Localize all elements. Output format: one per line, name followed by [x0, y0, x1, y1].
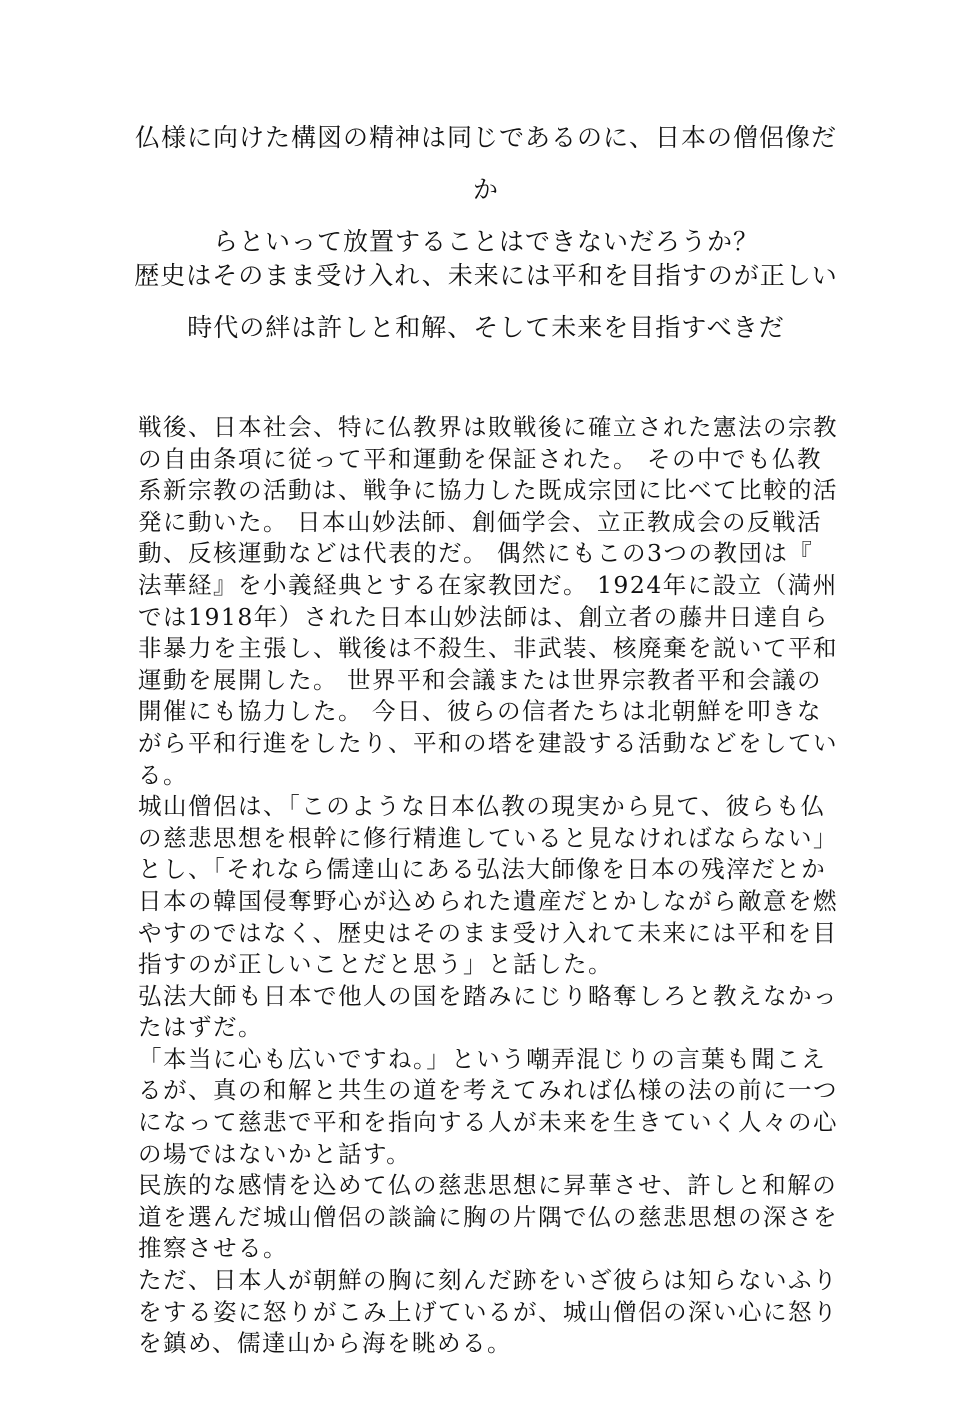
heading-block-2: [130, 250, 842, 354]
article-body: [138, 412, 838, 1360]
paragraph-1: 戦後、日本社会、特に仏教界は敗戦後に確立された憲法の宗教の自由条項に従って平和運動を保証された。 その中でも仏教系新宗教の活動は、戦争に協力した既成宗団に比べて比較的活発に動いた。 日本山妙法師、創価学会、立正教成会の反戦活動、反核運動などは代表的だ。 偶然にもこの3つの教団は『法華経』を小義経典とする在家教団だ。 1924年に設立（満州では1918年）された日本山妙法師は、創立者の藤井日達自ら非暴力を主張し、戦後は不殺生、非武装、核廃棄を説いて平和運動を展開した。 世界平和会議または世界宗教者平和会議の開催にも協力した。 今日、彼らの信者たちは北朝鮮を叩きながら平和行進をしたり、平和の塔を建設する活動などをしている。: [138, 413, 838, 789]
heading-2-line-2: 時代の絆は許しと和解、そして未来を目指すべきだ: [187, 313, 785, 342]
heading-1-line-1: 仏様に向けた構図の精神は同じであるのに、日本の僧侶像だか: [134, 123, 837, 204]
heading-2-line-1: 歴史はそのまま受け入れ、未来には平和を目指すのが正しい: [134, 261, 838, 290]
paragraph-2: 城山僧侶は、「このような日本仏教の現実から見て、彼らも仏の慈悲思想を根幹に修行精進していると見なければならない」とし、「それなら儒達山にある弘法大師像を日本の残滓だとか日本の韓国侵奪野心が込められた遺産だとかしながら敵意を燃やすのではなく、歴史はそのまま受け入れて未来には平和を目指すのが正しいことだと思う」と話した。: [138, 792, 838, 979]
paragraph-6: ただ、日本人が朝鮮の胸に刻んだ跡をいざ彼らは知らないふりをする姿に怒りがこみ上げているが、城山僧侶の深い心に怒りを鎮め、儒達山から海を眺める。: [138, 1266, 838, 1358]
paragraph-3: 弘法大師も日本で他人の国を踏みにじり略奪しろと教えなかったはずだ。: [138, 981, 838, 1042]
paragraph-4: 「本当に心も広いですね。」という嘲弄混じりの言葉も聞こえるが、真の和解と共生の道を考えてみれば仏様の法の前に一つになって慈悲で平和を指向する人が未来を生きていく人々の心の場ではないかと話す。: [138, 1044, 838, 1168]
heading-block-1: [130, 112, 842, 268]
paragraph-5: 民族的な感情を込めて仏の慈悲思想に昇華させ、許しと和解の道を選んだ城山僧侶の談論に胸の片隅で仏の慈悲思想の深さを推察させる。: [138, 1171, 838, 1263]
heading-1-line-2: らといって放置することはできないだろうか？: [212, 227, 759, 256]
